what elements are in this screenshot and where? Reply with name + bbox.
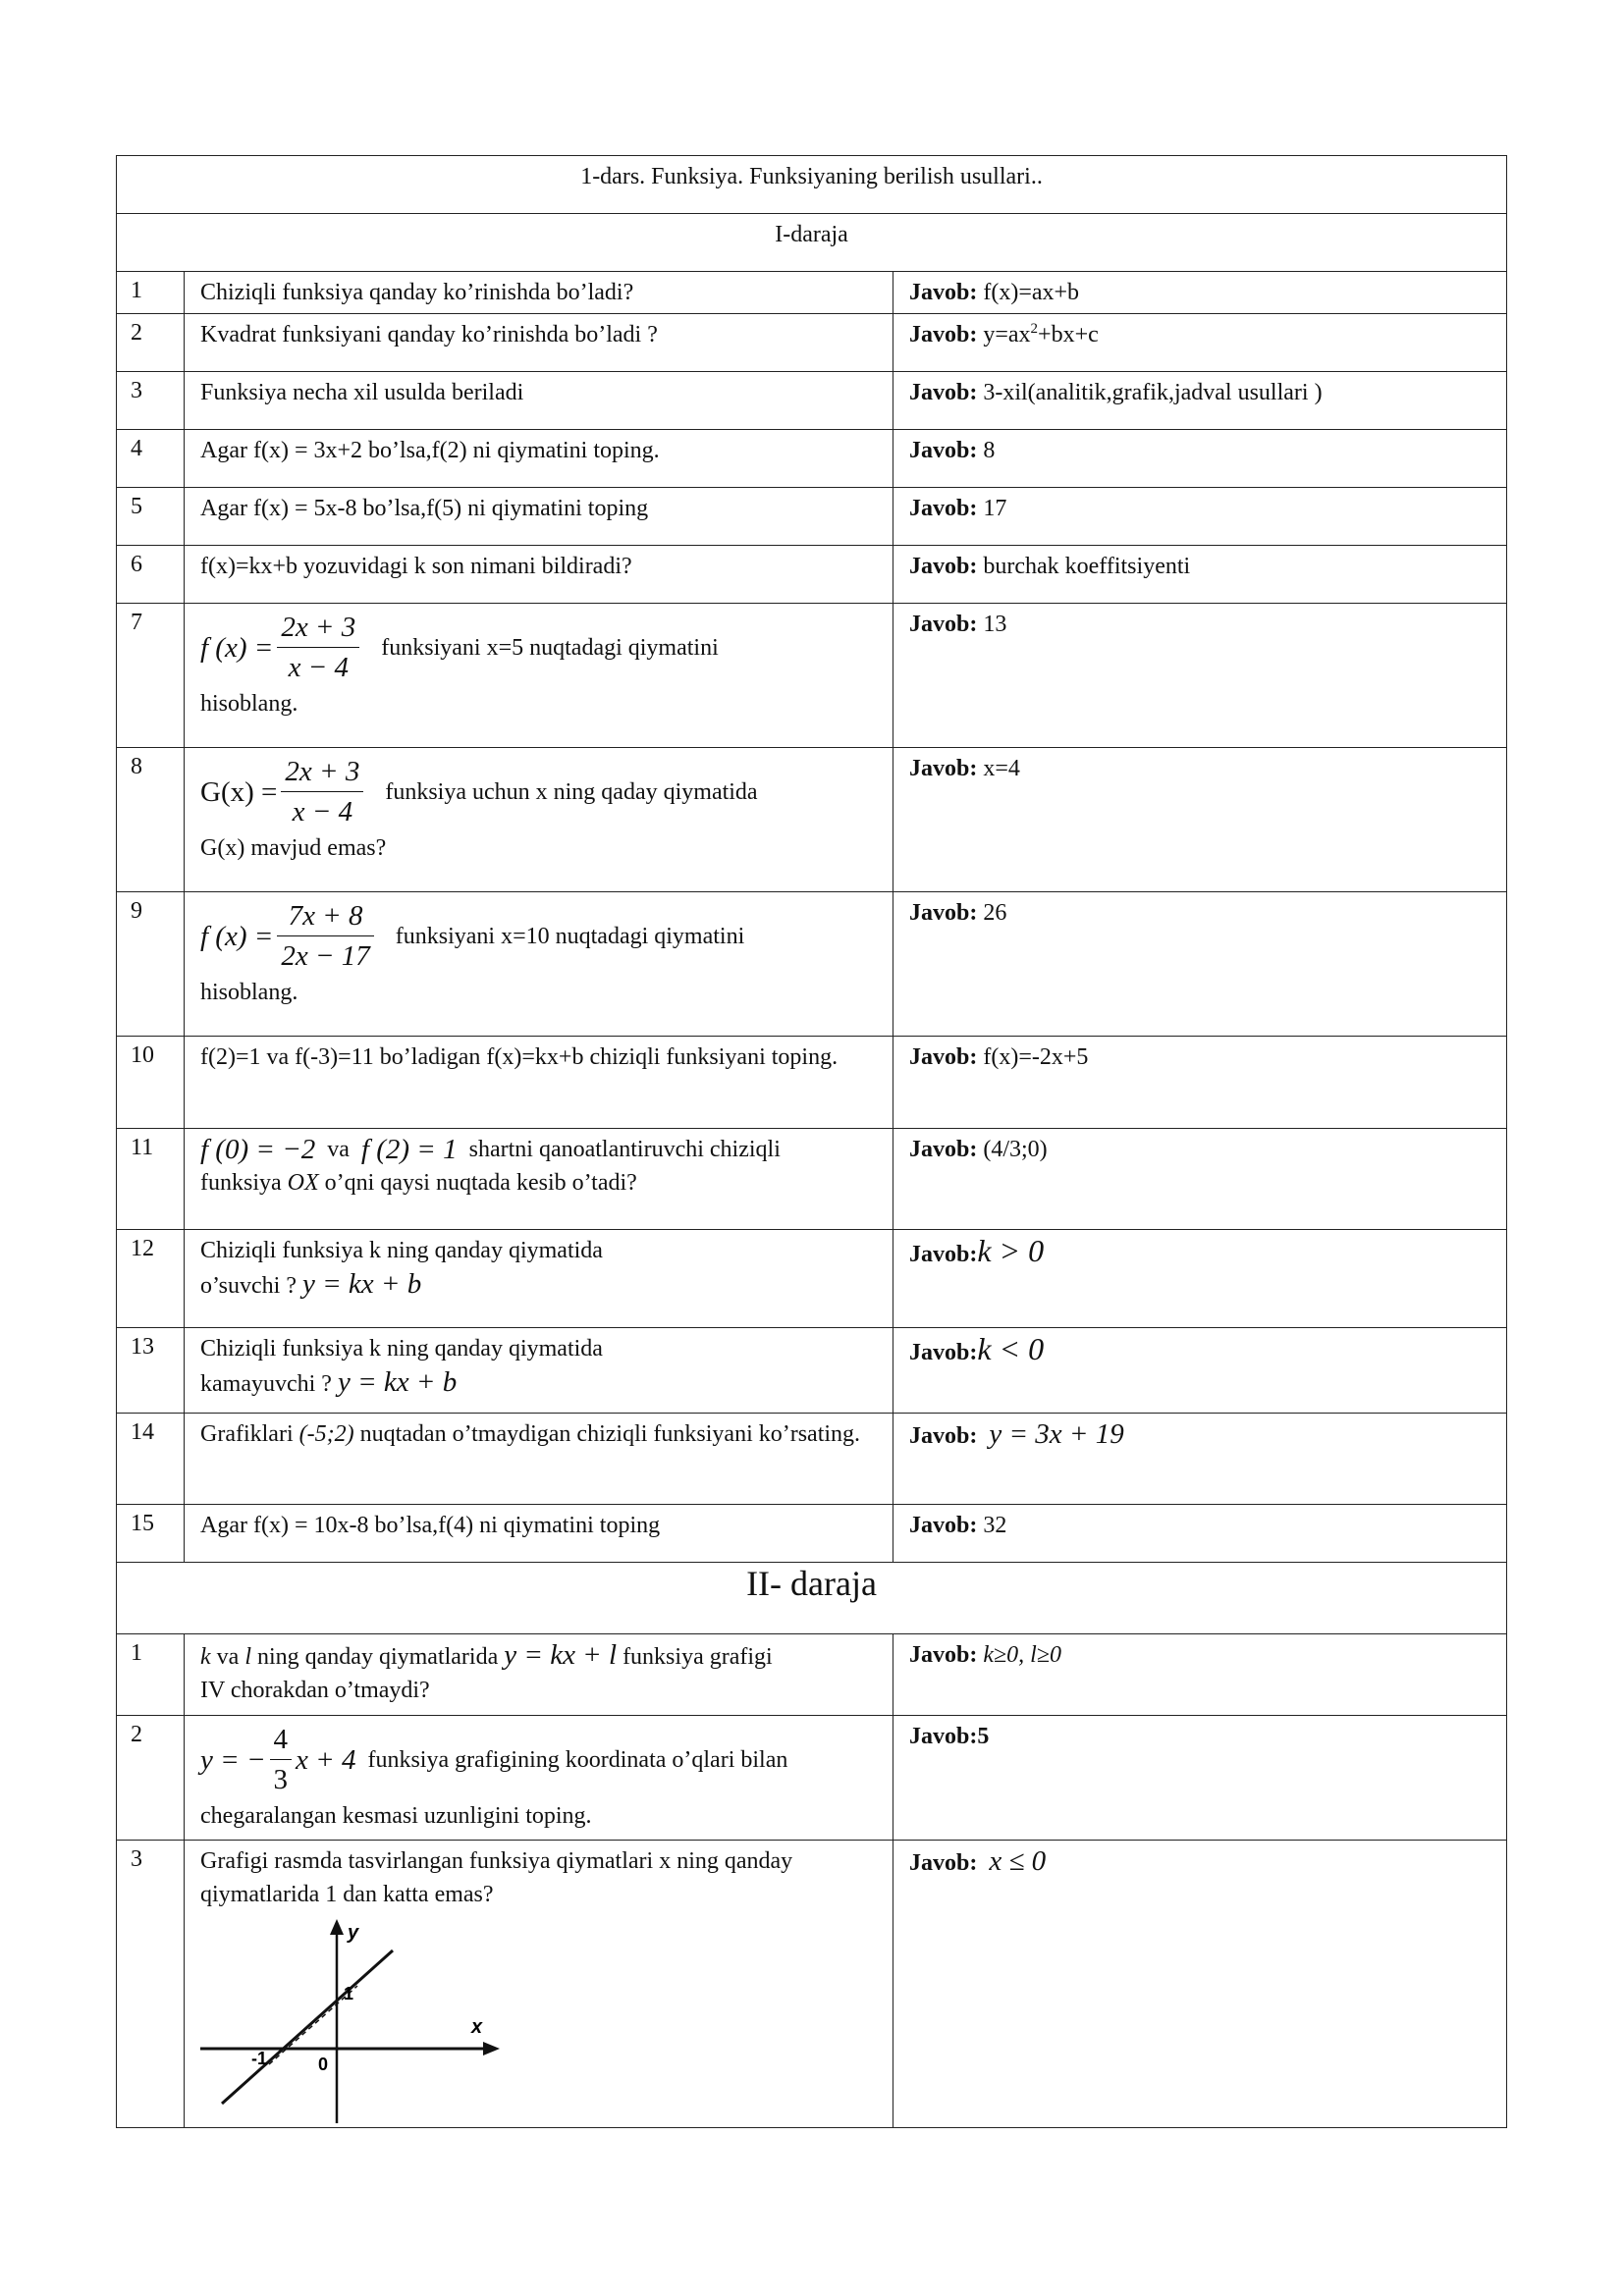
question-text: f(2)=1 va f(-3)=11 bo’ladigan f(x)=kx+b chiziqli funksiyani toping.: [185, 1037, 893, 1129]
row-number: 7: [117, 604, 185, 748]
row-number: 9: [117, 892, 185, 1037]
row-number: 5: [117, 488, 185, 546]
answer-cell: Javob: 3-xil(analitik,grafik,jadval usullari ): [893, 372, 1507, 430]
answer-cell: Javob: x ≤ 0: [893, 1841, 1507, 2128]
question-text: G(x) = $\frac{2x + 3}{x - 4}$ funksiya uchun x ning qaday qiymatida G(x) mavjud emas?: [185, 748, 893, 892]
question-text: f (x) = $\frac{7x + 8}{2x - 17}$ funksiyani x=10 nuqtadagi qiymatini hisoblang.: [185, 892, 893, 1037]
row-number: 13: [117, 1328, 185, 1414]
level-1-header: I-daraja: [117, 214, 1507, 272]
table-row: [117, 372, 1507, 430]
formula-lhs: f (x) =: [200, 920, 274, 952]
x-axis-arrow: [483, 2042, 500, 2056]
table-row: [117, 314, 1507, 372]
question-text: Chiziqli funksiya qanday ko’rinishda bo’ladi?: [185, 272, 893, 314]
row-number: 2: [117, 314, 185, 372]
question-text: f (0) = −2 va f (2) = 1 shartni qanoatlantiruvchi chiziqli funksiya OX o’qni qaysi nuqtada kesib o’tadi?: [185, 1129, 893, 1230]
tick-label: 1: [344, 1984, 354, 2003]
answer-cell: Javob: 13: [893, 604, 1507, 748]
table-row: [117, 1328, 1507, 1414]
answer-cell: Javob: $y=ax^2+bx+c$: [893, 314, 1507, 372]
table-row: [117, 1230, 1507, 1328]
formula-fraction: $\frac{7x + 8}{2x - 17}$: [277, 896, 373, 976]
formula-fraction: $\frac{2x + 3}{x - 4}$: [277, 608, 359, 687]
function-graph: [200, 1917, 505, 2123]
answer-cell: Javob:5: [893, 1716, 1507, 1841]
question-text: f(x)=kx+b yozuvidagi k son nimani bildiradi?: [185, 546, 893, 604]
table-row: [117, 546, 1507, 604]
table-row: [117, 272, 1507, 314]
table-row: [117, 1634, 1507, 1716]
question-text: Chiziqli funksiya k ning qanday qiymatida kamayuvchi ? y = kx + b: [185, 1328, 893, 1414]
answer-cell: Javob: 26: [893, 892, 1507, 1037]
origin-label: 0: [318, 2055, 329, 2074]
graph-line: [222, 1950, 393, 2104]
answer-cell: Javob: k≥0, l≥0: [893, 1634, 1507, 1716]
row-number: 3: [117, 372, 185, 430]
question-text: Agar f(x) = 3x+2 bo’lsa,f(2) ni qiymatini toping.: [185, 430, 893, 488]
question-text: Funksiya necha xil usulda beriladi: [185, 372, 893, 430]
question-text: y = − $\frac{4}{3}$ x + 4 funksiya grafigining koordinata o’qlari bilan chegaralangan kesmasi uzunligini toping.: [185, 1716, 893, 1841]
table-row: [117, 488, 1507, 546]
worksheet: [116, 155, 1506, 2128]
question-text: Chiziqli funksiya k ning qanday qiymatida o’suvchi ? y = kx + b: [185, 1230, 893, 1328]
row-number: 3: [117, 1841, 185, 2128]
lesson-title: 1-dars. Funksiya. Funksiyaning berilish usullari..: [117, 156, 1507, 214]
table-row: [117, 1037, 1507, 1129]
answer-cell: Javob: 8: [893, 430, 1507, 488]
row-number: 10: [117, 1037, 185, 1129]
y-axis-label: y: [348, 1922, 359, 1944]
question-text: Agar f(x) = 10x-8 bo’lsa,f(4) ni qiymatini toping: [185, 1505, 893, 1563]
answer-cell: Javob:k < 0: [893, 1328, 1507, 1414]
answer-cell: Javob: 17: [893, 488, 1507, 546]
row-number: 8: [117, 748, 185, 892]
x-axis-label: x: [471, 2016, 483, 2038]
row-number: 6: [117, 546, 185, 604]
questions-table: [116, 155, 1507, 2128]
row-number: 1: [117, 1634, 185, 1716]
level-2-header: II- daraja: [117, 1563, 1507, 1634]
answer-cell: Javob: y = 3x + 19: [893, 1414, 1507, 1505]
answer-cell: Javob: 32: [893, 1505, 1507, 1563]
row-number: 11: [117, 1129, 185, 1230]
question-text: f (x) = $\frac{2x + 3}{x - 4}$ funksiyani x=5 nuqtadagi qiymatini hisoblang.: [185, 604, 893, 748]
table-row: [117, 1716, 1507, 1841]
answer-cell: Javob: (4/3;0): [893, 1129, 1507, 1230]
answer-cell: Javob: x=4: [893, 748, 1507, 892]
question-text: Kvadrat funksiyani qanday ko’rinishda bo’ladi ?: [185, 314, 893, 372]
table-row: [117, 1505, 1507, 1563]
row-number: 12: [117, 1230, 185, 1328]
table-row: [117, 430, 1507, 488]
row-number: 2: [117, 1716, 185, 1841]
y-axis-arrow: [330, 1919, 344, 1935]
question-text: k va l ning qanday qiymatlarida y = kx + l funksiya grafigi IV chorakdan o’tmaydi?: [185, 1634, 893, 1716]
row-number: 4: [117, 430, 185, 488]
answer-cell: Javob: f(x)=-2x+5: [893, 1037, 1507, 1129]
question-text: Grafigi rasmda tasvirlangan funksiya qiymatlari x ning qanday qiymatlarida 1 dan katta emas? y x 1 -1 0: [185, 1841, 893, 2128]
answer-cell: Javob: f(x)=ax+b: [893, 272, 1507, 314]
formula-fraction: $\frac{4}{3}$: [270, 1720, 293, 1799]
answer-cell: Javob: burchak koeffitsiyenti: [893, 546, 1507, 604]
row-number: 1: [117, 272, 185, 314]
table-row: [117, 1414, 1507, 1505]
table-row: [117, 1841, 1507, 2128]
table-row: [117, 748, 1507, 892]
formula-lhs: G(x) =: [200, 775, 278, 808]
answer-cell: Javob:k > 0: [893, 1230, 1507, 1328]
formula-fraction: $\frac{2x + 3}{x - 4}$: [281, 752, 363, 831]
table-row: [117, 1129, 1507, 1230]
row-number: 14: [117, 1414, 185, 1505]
row-number: 15: [117, 1505, 185, 1563]
question-text: Grafiklari (-5;2) nuqtadan o’tmaydigan chiziqli funksiyani ko’rsating.: [185, 1414, 893, 1505]
question-text: Agar f(x) = 5x-8 bo’lsa,f(5) ni qiymatini toping: [185, 488, 893, 546]
table-row: [117, 892, 1507, 1037]
table-row: [117, 604, 1507, 748]
tick-label: -1: [251, 2049, 268, 2068]
formula-lhs: f (x) =: [200, 631, 274, 664]
